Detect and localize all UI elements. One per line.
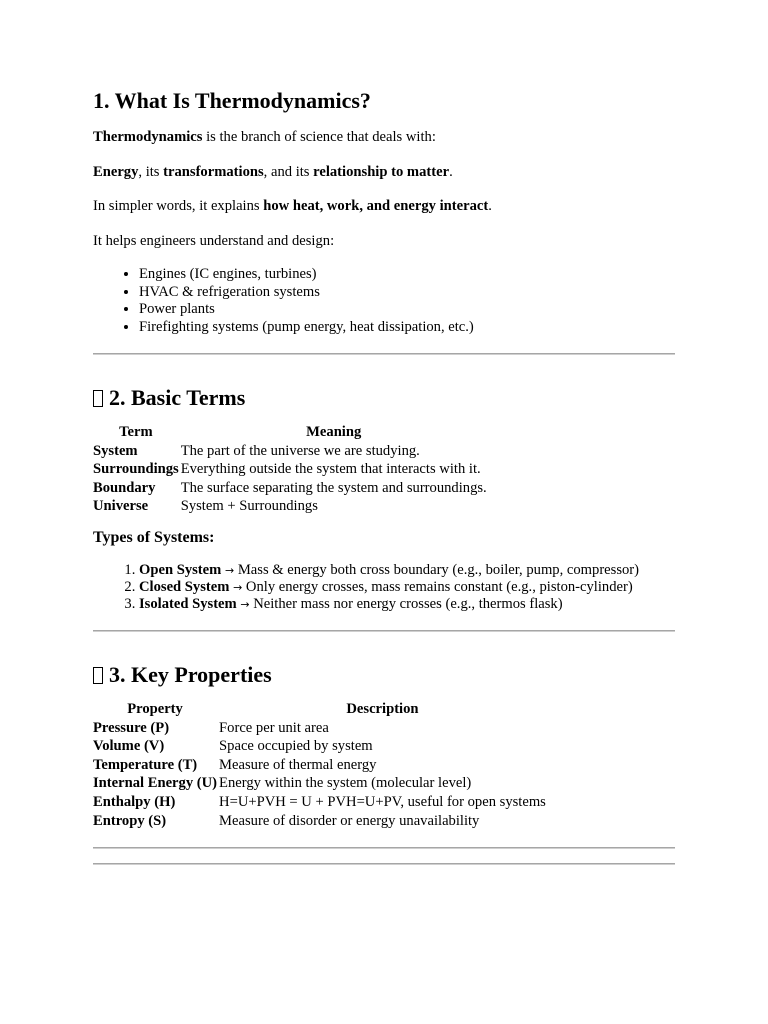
system-types-list — [93, 562, 675, 613]
meaning-cell: The surface separating the system and surroundings. — [180, 479, 487, 496]
right-arrow-icon: → — [240, 597, 250, 611]
meaning-cell: System + Surroundings — [180, 498, 318, 515]
section-3-heading — [93, 662, 675, 688]
meaning-cell: Force per unit area — [219, 719, 329, 736]
term-cell: Volume (V) — [93, 738, 165, 755]
meaning-cell: Measure of disorder or energy unavailability — [219, 812, 480, 829]
missing-glyph-icon — [93, 390, 103, 407]
column-header-property: Property — [127, 700, 183, 717]
column-header-description: Description — [346, 700, 419, 717]
table-row — [93, 497, 489, 516]
energy-text-2: , and its — [263, 163, 314, 180]
list-item: • Firefighting systems (pump energy, heat dissipation, etc.) — [139, 319, 675, 337]
energy-text-3: . — [449, 163, 453, 180]
section-3-heading-text: 3. Key Properties — [109, 661, 272, 687]
type-name: Open System — [139, 561, 222, 578]
term-cell: Universe — [93, 498, 149, 515]
table-row — [93, 737, 548, 756]
list-item: • Engines (IC engines, turbines) — [139, 266, 675, 284]
table-row — [93, 774, 548, 793]
table-row — [93, 793, 548, 812]
meaning-cell: Space occupied by system — [219, 738, 373, 755]
table-row — [93, 479, 489, 498]
applications-list — [93, 266, 675, 336]
type-description: Mass & energy both cross boundary (e.g., boiler, pump, compressor) — [234, 561, 640, 578]
energy-bold: Energy — [93, 163, 139, 180]
term-cell: Surroundings — [93, 461, 179, 478]
intro-rest: is the branch of science that deals with: — [202, 129, 436, 145]
section-2-heading-text: 2. Basic Terms — [109, 385, 246, 410]
type-description: Only energy crosses, mass remains constant (e.g., piston-cylinder) — [242, 578, 633, 595]
simpler-paragraph — [93, 198, 675, 216]
simpler-text-2: . — [488, 198, 492, 214]
column-header-meaning: Meaning — [306, 424, 362, 440]
meaning-cell: Everything outside the system that interacts with it. — [180, 461, 481, 478]
table-row — [93, 442, 489, 461]
term-cell: Boundary — [93, 479, 156, 496]
energy-paragraph — [93, 164, 675, 182]
divider — [93, 630, 675, 632]
term-cell: Pressure (P) — [93, 719, 170, 736]
divider — [93, 847, 675, 849]
document-page — [93, 88, 675, 865]
simpler-text-1: In simpler words, it explains — [93, 198, 264, 214]
term-cell: Entropy (S) — [93, 812, 167, 829]
meaning-cell: Energy within the system (molecular level) — [219, 775, 472, 792]
divider — [93, 863, 675, 865]
table-header-row — [93, 423, 489, 442]
term-cell: System — [93, 442, 138, 459]
section-1-heading: 1. What Is Thermodynamics? — [93, 88, 371, 113]
missing-glyph-icon — [93, 667, 103, 684]
list-item — [139, 596, 675, 613]
intro-paragraph — [93, 129, 675, 147]
key-properties-table — [93, 700, 548, 830]
term-cell: Enthalpy (H) — [93, 793, 176, 810]
helps-paragraph: It helps engineers understand and design: — [93, 232, 335, 249]
meaning-cell: Measure of thermal energy — [219, 756, 377, 773]
type-name: Isolated System — [139, 595, 237, 612]
relationship-bold: relationship to matter — [313, 163, 450, 180]
basic-terms-table — [93, 423, 489, 516]
meaning-cell: H=U+PVH = U + PVH=U+PV, useful for open systems — [219, 793, 546, 810]
table-row — [93, 812, 548, 831]
table-header-row — [93, 700, 548, 719]
table-row — [93, 719, 548, 738]
term-cell: Internal Energy (U) — [93, 775, 218, 792]
divider — [93, 353, 675, 355]
types-heading: Types of Systems: — [93, 528, 215, 546]
list-item — [139, 579, 675, 596]
list-item — [139, 562, 675, 579]
table-row — [93, 460, 489, 479]
term-cell: Temperature (T) — [93, 756, 198, 773]
list-item: • HVAC & refrigeration systems — [139, 284, 675, 302]
section-2-heading — [93, 385, 675, 411]
type-name: Closed System — [139, 578, 230, 595]
list-item: • Power plants — [139, 301, 675, 319]
meaning-cell: The part of the universe we are studying. — [180, 442, 420, 459]
energy-text-1: , its — [138, 163, 164, 180]
simpler-bold: how heat, work, and energy interact — [263, 198, 489, 214]
table-row — [93, 756, 548, 775]
type-description: Neither mass nor energy crosses (e.g., thermos flask) — [249, 595, 563, 612]
right-arrow-icon: → — [233, 580, 243, 594]
transformations-bold: transformations — [163, 163, 264, 180]
right-arrow-icon: → — [224, 563, 235, 577]
column-header-term: Term — [119, 424, 153, 440]
intro-bold: Thermodynamics — [93, 129, 203, 145]
